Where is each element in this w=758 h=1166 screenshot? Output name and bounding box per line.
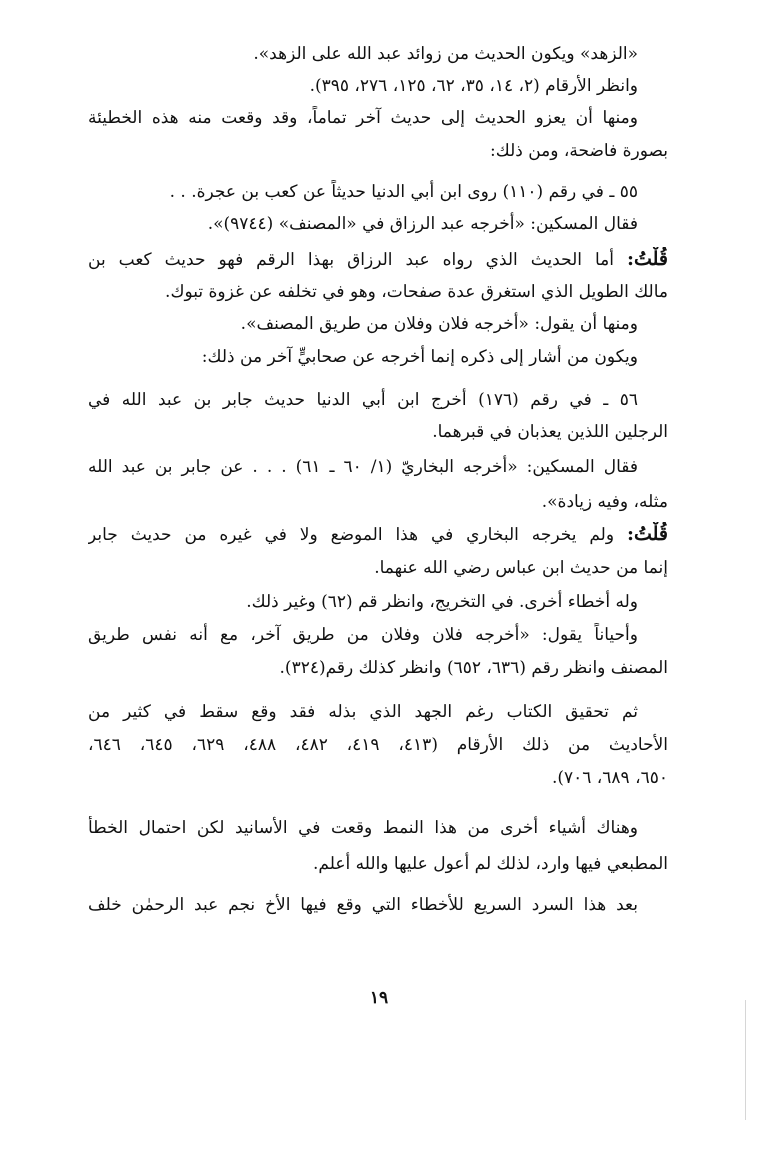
page-number: ١٩ xyxy=(369,988,389,1008)
text-line-4: بصورة فاضحة، ومن ذلك: xyxy=(490,141,668,161)
text-line-5: ٥٥ ـ في رقم (١١٠) روى ابن أبي الدنيا حديثاً عن كعب بن عجرة. . . xyxy=(169,182,638,202)
text-line-7-body: أما الحديث الذي رواه عبد الرزاق بهذا الرقم فهو حديث كعب بن xyxy=(88,250,614,270)
text-line-11: ٥٦ ـ في رقم (١٧٦) أخرج ابن أبي الدنيا حديث جابر بن عبد الله في xyxy=(88,390,638,410)
text-line-19: المصنف وانظر رقم (٦٣٦، ٦٥٢) وانظر كذلك رقم(٣٢٤). xyxy=(279,658,668,678)
text-line-14: مثله، وفيه زيادة». xyxy=(541,492,668,512)
text-line-8: مالك الطويل الذي استغرق عدة صفحات، وهو في تخلفه عن غزوة تبوك. xyxy=(165,282,668,302)
text-line-1: «الزهد» ويكون الحديث من زوائد عبد الله على الزهد». xyxy=(253,44,638,64)
text-line-17: وله أخطاء أخرى. في التخريج، وانظر قم (٦٢) وغير ذلك. xyxy=(246,592,638,612)
qult-label: قُلْتُ: xyxy=(626,248,668,270)
text-line-15 xyxy=(88,522,668,547)
text-line-12: الرجلين اللذين يعذبان في قبرهما. xyxy=(432,422,668,442)
scan-edge-mark xyxy=(745,1000,746,1120)
text-line-25: بعد هذا السرد السريع للأخطاء التي وقع فيها الأخ نجم عبد الرحمٰن خلف xyxy=(88,895,638,915)
text-line-24: المطبعي فيها وارد، لذلك لم أعول عليها والله أعلم. xyxy=(313,854,668,874)
qult-label-2: قُلْتُ: xyxy=(626,523,668,545)
text-line-22: ٦٥٠، ٦٨٩، ٧٠٦). xyxy=(551,768,668,788)
text-line-3: ومنها أن يعزو الحديث إلى حديث آخر تماماً، وقد وقعت منه هذه الخطيئة xyxy=(88,108,638,128)
text-line-7 xyxy=(88,247,668,272)
text-line-9: ومنها أن يقول: «أخرجه فلان وفلان من طريق المصنف». xyxy=(240,314,638,334)
text-line-13: فقال المسكين: «أخرجه البخاريّ (١/ ٦٠ ـ ٦١) . . . عن جابر بن عبد الله xyxy=(88,457,638,477)
text-line-18: وأحياناً يقول: «أخرجه فلان وفلان من طريق آخر، مع أنه نفس طريق xyxy=(88,625,638,645)
text-line-23: وهناك أشياء أخرى من هذا النمط وقعت في الأسانيد لكن احتمال الخطأ xyxy=(88,818,638,838)
text-line-20: ثم تحقيق الكتاب رغم الجهد الذي بذله فقد وقع سقط في كثير من xyxy=(88,702,638,722)
text-line-6: فقال المسكين: «أخرجه عبد الرزاق في «المصنف» (٩٧٤٤)». xyxy=(207,214,638,234)
text-line-10: ويكون من أشار إلى ذكره إنما أخرجه عن صحابيٍّ آخر من ذلك: xyxy=(201,347,638,367)
text-line-2: وانظر الأرقام (٢، ١٤، ٣٥، ٦٢، ١٢٥، ٢٧٦، ٣٩٥). xyxy=(309,76,638,96)
text-line-21: الأحاديث من ذلك الأرقام (٤١٣، ٤١٩، ٤٨٢، ٤٨٨، ٦٢٩، ٦٤٥، ٦٤٦، xyxy=(88,735,668,755)
text-line-15-body: ولم يخرجه البخاري في هذا الموضع ولا في غيره من حديث جابر xyxy=(88,525,615,545)
text-line-16: إنما من حديث ابن عباس رضي الله عنهما. xyxy=(374,558,668,578)
